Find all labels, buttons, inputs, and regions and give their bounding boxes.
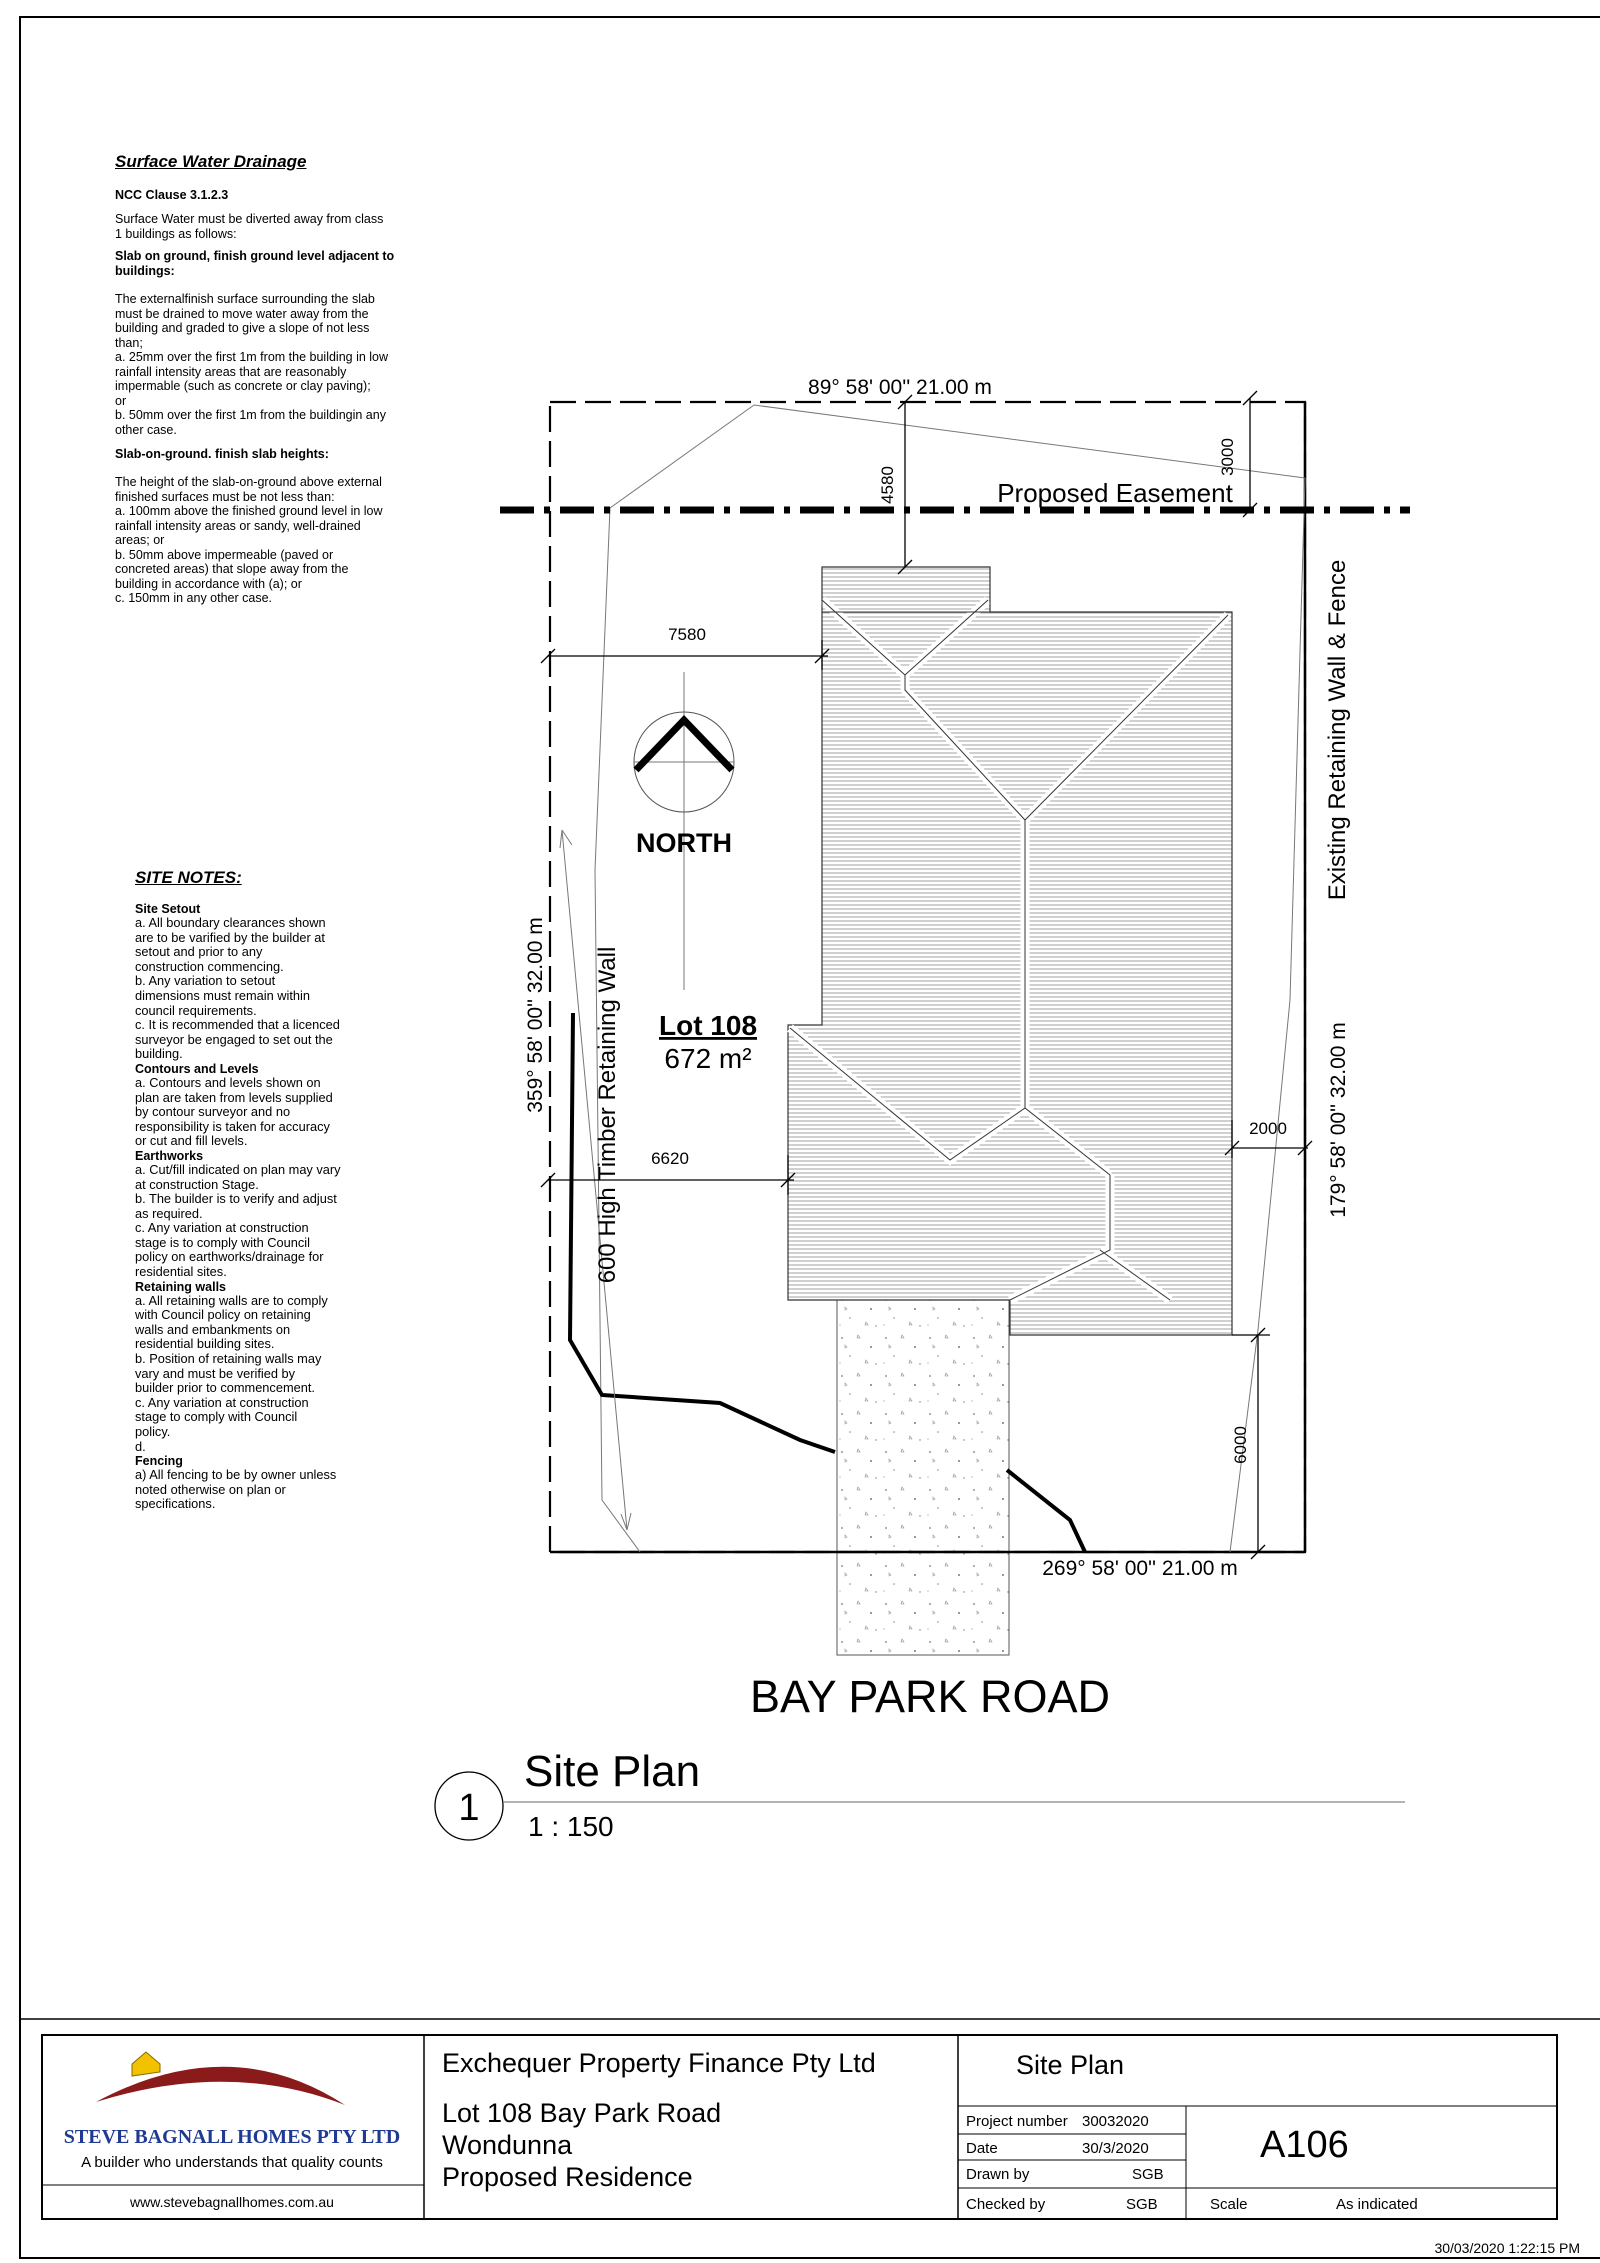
retaining-wall [1007, 1470, 1085, 1552]
view-scale: 1 : 150 [528, 1811, 614, 1842]
site-note-title: Fencing [135, 1454, 183, 1469]
lot-area: 672 m² [664, 1043, 752, 1074]
date-label: Date [966, 2140, 998, 2157]
address-line-3: Proposed Residence [442, 2162, 693, 2192]
bearing-bottom: 269° 58' 00'' 21.00 m [1042, 1557, 1238, 1580]
contour-line [1230, 478, 1305, 1552]
address-line-2: Wondunna [442, 2130, 573, 2160]
house-roof [788, 567, 1232, 1335]
company-logo [96, 2052, 345, 2105]
view-number: 1 [458, 1787, 480, 1829]
site-note-title: Earthworks [135, 1148, 204, 1163]
dimension-6620: 6620 [651, 1149, 689, 1168]
lot-label: Lot 108 [658, 1010, 758, 1041]
site-note-body: a. All boundary clearances shown are to be varified by the builder at setout and prior to any construction commencing. b. Any variation to setout dimensions must remain within council requirements. c. It is recommended that a licenced surveyor be engaged to set out the building. [135, 915, 340, 1062]
sheet-number: A106 [1260, 2124, 1349, 2166]
view-name: Site Plan [524, 1747, 701, 1796]
dimension-6000: 6000 [1231, 1426, 1250, 1464]
sheet-title: Site Plan [1016, 2050, 1125, 2080]
easement-label: Proposed Easement [997, 478, 1233, 508]
address-line-1: Lot 108 Bay Park Road [442, 2098, 722, 2128]
drainage-body-2: The height of the slab-on-ground above external finished surfaces must be not less than: a. 100mm above the finished ground level in low rainfall intensity areas or sandy, well-drained areas; or b. 50mm above impermeable (paved or concreted areas) that slope away from the building in accordance with (a); or c. 150mm in any other case. [115, 475, 383, 605]
drainage-heading: Surface Water Drainage [115, 152, 307, 171]
drainage-clause: NCC Clause 3.1.2.3 [115, 188, 229, 202]
dimension-2000: 2000 [1249, 1119, 1287, 1138]
client-name: Exchequer Property Finance Pty Ltd [442, 2048, 876, 2078]
site-note-title: Site Setout [135, 902, 201, 916]
site-note-body: a) All fencing to be by owner unless noted otherwise on plan or specifications. [135, 1467, 337, 1512]
checked-by-value: SGB [1126, 2196, 1158, 2213]
dimension-7580: 7580 [668, 625, 706, 644]
site-notes-heading: SITE NOTES: [135, 868, 242, 887]
drainage-subheading-1: Slab on ground, finish ground level adjacent to buildings: [115, 249, 395, 278]
site-note-body: a. Contours and levels shown on plan are taken from levels supplied by contour surveyor and no responsibility is taken for accuracy or cut and fill levels. [135, 1074, 333, 1149]
bearing-right: 179° 58' 00'' 32.00 m [1327, 1022, 1350, 1218]
date-value: 30/3/2020 [1082, 2140, 1149, 2157]
road-label: BAY PARK ROAD [749, 1671, 1111, 1722]
bearing-top: 89° 58' 00'' 21.00 m [808, 376, 992, 399]
scale-label: Scale [1210, 2196, 1248, 2213]
driveway [837, 1300, 1009, 1655]
bearing-left: 359° 58' 00'' 32.00 m [524, 917, 547, 1113]
site-note-body: a. All retaining walls are to comply with Council policy on retaining walls and embankments on residential building sites. b. Position of retaining walls may vary and must be verified by builder prior to commencement. c. Any variation at construction stage to comply with Council policy. d. [135, 1292, 328, 1454]
view-title [435, 1747, 1405, 1842]
drawn-by-label: Drawn by [966, 2166, 1030, 2183]
drainage-intro: Surface Water must be diverted away from class 1 buildings as follows: [115, 212, 384, 241]
dimension-3000: 3000 [1218, 438, 1237, 476]
company-website[interactable]: www.stevebagnallhomes.com.au [130, 2194, 334, 2210]
project-number-label: Project number [966, 2113, 1068, 2130]
drainage-body-1: The externalfinish surface surrounding the slab must be drained to move water away from the building and graded to give a slope of not less than; a. 25mm over the first 1m from the building in low rainfall intensity areas that are reasonably impermable (such as concrete or clay paving); or b. 50mm over the first 1m from the buildingin any other case. [115, 292, 389, 437]
logo-house [132, 2052, 160, 2076]
scale-value: As indicated [1336, 2196, 1418, 2213]
existing-wall-label: Existing Retaining Wall & Fence [1324, 559, 1351, 901]
company-name: STEVE BAGNALL HOMES PTY LTD [63, 2126, 401, 2148]
north-label: NORTH [636, 828, 732, 858]
checked-by-label: Checked by [966, 2196, 1046, 2213]
dimension-4580: 4580 [878, 466, 897, 504]
site-note-title: Contours and Levels [135, 1061, 259, 1076]
site-note-title: Retaining walls [135, 1279, 226, 1294]
drainage-subheading-2: Slab-on-ground. finish slab heights: [115, 447, 329, 461]
company-tagline: A builder who understands that quality counts [81, 2154, 383, 2171]
drawn-by-value: SGB [1132, 2166, 1164, 2183]
site-note-body: a. Cut/fill indicated on plan may vary at construction Stage. b. The builder is to verify and adjust as required. c. Any variation at construction stage is to comply with Council policy on earthworks/drainage for residential sites. [135, 1161, 341, 1280]
retaining-wall-label: 600 High Timber Retaining Wall [594, 946, 621, 1284]
project-number: 30032020 [1082, 2113, 1149, 2130]
print-timestamp: 30/03/2020 1:22:15 PM [1434, 2240, 1580, 2256]
